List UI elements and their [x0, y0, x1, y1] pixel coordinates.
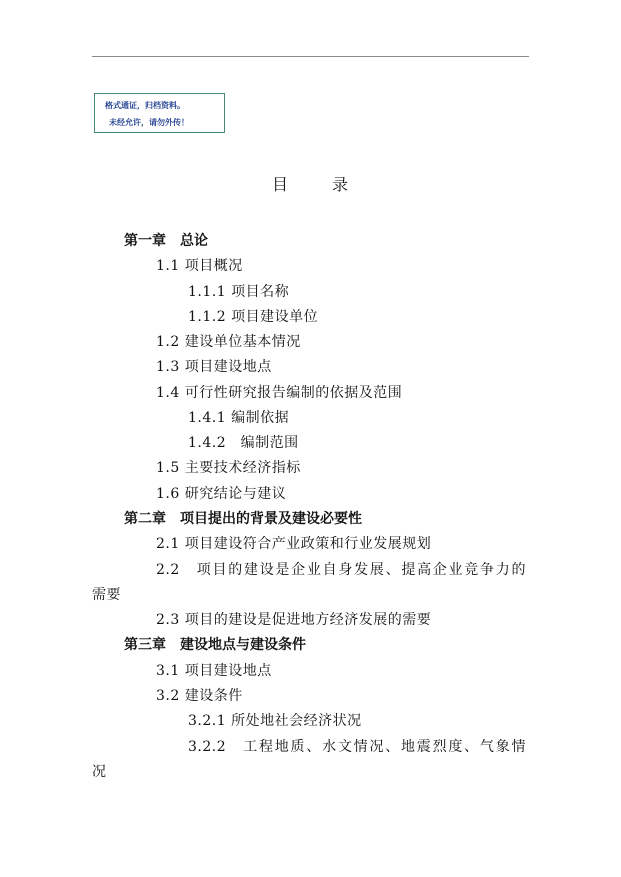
page-title: 目录: [272, 175, 393, 194]
toc-item-3-2-1[interactable]: 3.2.1 所处地社会经济状况: [188, 713, 362, 729]
toc-item-2-2-continued: 需要: [92, 587, 121, 603]
toc-item-3-2-2-continued: 况: [92, 764, 107, 780]
toc-item-1-3[interactable]: 1.3 项目建设地点: [156, 359, 272, 375]
toc-chapter-2[interactable]: 第二章 项目提出的背景及建设必要性: [124, 511, 362, 527]
toc-item-2-3[interactable]: 2.3 项目的建设是促进地方经济发展的需要: [156, 612, 432, 628]
toc-item-1-4-2[interactable]: 1.4.2 编制范围: [188, 435, 299, 451]
toc-item-1-2[interactable]: 1.2 建设单位基本情况: [156, 334, 301, 350]
stamp-line-2: 未经允许，请勿外传！: [109, 118, 189, 127]
toc-item-1-5[interactable]: 1.5 主要技术经济指标: [156, 460, 301, 476]
toc-item-1-1-1[interactable]: 1.1.1 项目名称: [188, 284, 290, 300]
header-rule: [92, 56, 529, 57]
stamp-box: [94, 93, 225, 133]
toc-chapter-1[interactable]: 第一章 总论: [124, 233, 208, 249]
toc-item-1-1[interactable]: 1.1 项目概况: [156, 258, 243, 274]
toc-item-2-2[interactable]: 2.2 项目的建设是企业自身发展、提高企业竞争力的: [156, 562, 526, 578]
toc-item-2-1[interactable]: 2.1 项目建设符合产业政策和行业发展规划: [156, 536, 432, 552]
toc-item-1-4[interactable]: 1.4 可行性研究报告编制的依据及范围: [156, 385, 403, 401]
toc-item-3-2[interactable]: 3.2 建设条件: [156, 688, 243, 704]
toc-item-3-2-2[interactable]: 3.2.2 工程地质、水文情况、地震烈度、气象情: [188, 739, 526, 755]
toc-item-1-1-2[interactable]: 1.1.2 项目建设单位: [188, 309, 319, 325]
toc-item-1-4-1[interactable]: 1.4.1 编制依据: [188, 410, 290, 426]
toc-chapter-3[interactable]: 第三章 建设地点与建设条件: [124, 637, 306, 653]
toc-item-1-6[interactable]: 1.6 研究结论与建议: [156, 486, 287, 502]
stamp-line-1: 格式通证，归档资料。: [105, 101, 185, 110]
toc-item-3-1[interactable]: 3.1 项目建设地点: [156, 663, 272, 679]
